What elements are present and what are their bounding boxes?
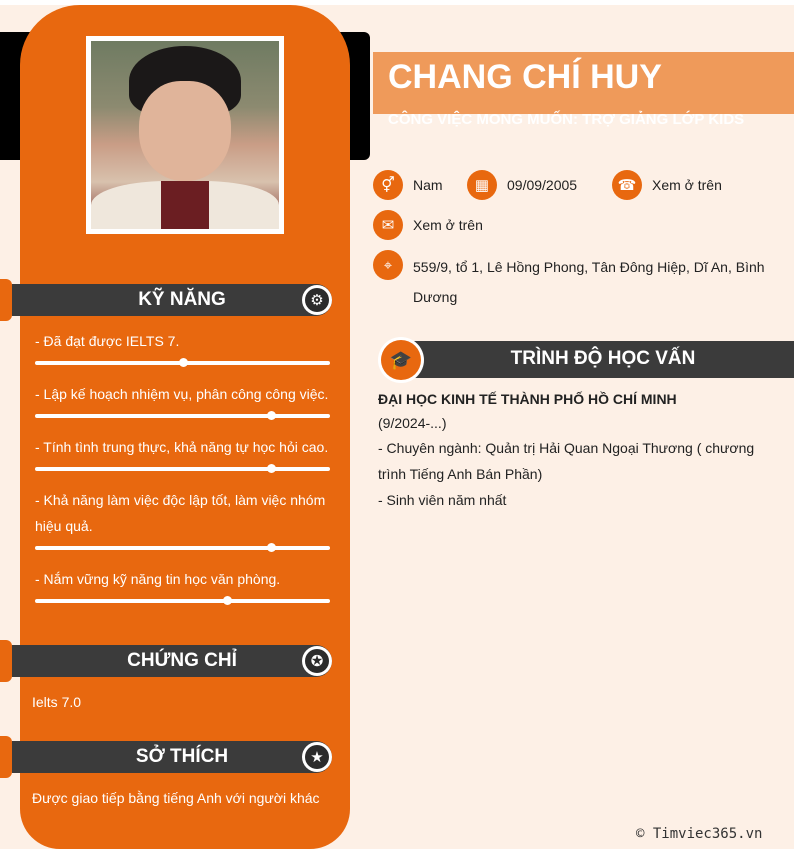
skill-knob [267,464,276,473]
education-major: - Chuyên ngành: Quản trị Hải Quan Ngoại Thương ( chương trình Tiếng Anh Bán Phần) [378,440,755,482]
skill-level-slider [35,546,330,550]
school-name: ĐẠI HỌC KINH TẾ THÀNH PHỐ HỒ CHÍ MINH [378,391,677,407]
phone-icon: ☎ [612,170,642,200]
calendar-icon: ▦ [467,170,497,200]
graduation-cap-icon: 🎓 [378,337,424,383]
gear-icon: ⚙ [302,285,332,315]
gender-value: Nam [413,177,443,193]
skills-title: KỸ NĂNG [138,289,226,310]
birthday-value: 09/09/2005 [507,177,578,193]
skill-knob [179,358,188,367]
desired-job: CÔNG VIỆC MONG MUỐN: TRỢ GIẢNG LỚP KIDS [388,111,745,128]
skill-level-slider [35,414,330,418]
skill-item: - Đã đạt được IELTS 7. [35,333,180,349]
education-note: - Sinh viên năm nhất [378,492,507,508]
skill-item: - Nắm vững kỹ năng tin học văn phòng. [35,571,281,587]
section-notch [0,736,12,778]
skill-level-slider [35,599,330,603]
sidebar [20,5,350,849]
skill-level-slider [35,361,330,365]
address-value: 559/9, tổ 1, Lê Hồng Phong, Tân Đông Hiệp, Dĩ An, Bình Dương [413,259,765,305]
full-name: CHANG CHÍ HUY [388,58,662,96]
certificates-title: CHỨNG CHỈ [127,650,237,671]
skill-knob [223,596,232,605]
avatar [86,36,284,234]
skill-item: - Lập kế hoạch nhiệm vụ, phân công công việc. [35,386,329,402]
star-icon: ★ [302,742,332,772]
skill-item: - Khả năng làm việc độc lập tốt, làm việc nhóm hiệu quả. [35,492,326,534]
skill-knob [267,411,276,420]
gender-icon: ⚥ [373,170,403,200]
education-title: TRÌNH ĐỘ HỌC VẤN [510,348,696,369]
location-icon: ⌖ [373,250,403,280]
certificate-text: Ielts 7.0 [32,694,82,710]
section-notch [0,640,12,682]
email-value: Xem ở trên [413,217,483,233]
section-notch [0,279,12,321]
phone-value: Xem ở trên [652,177,722,193]
hobbies-title: SỞ THÍCH [135,746,229,767]
footer-copyright: © Timviec365.vn [636,826,763,842]
profile-photo [91,41,279,229]
certificates-section-header [12,645,332,677]
hobbies-section-header [12,741,332,773]
mail-icon: ✉ [373,210,403,240]
award-icon: ✪ [302,646,332,676]
education-period: (9/2024-...) [378,415,447,431]
hobby-text: Được giao tiếp bằng tiếng Anh với người khác [32,790,320,806]
skill-knob [267,543,276,552]
skills-section-header [12,284,332,316]
skill-item: - Tính tình trung thực, khả năng tự học hỏi cao. [35,439,329,455]
skill-level-slider [35,467,330,471]
